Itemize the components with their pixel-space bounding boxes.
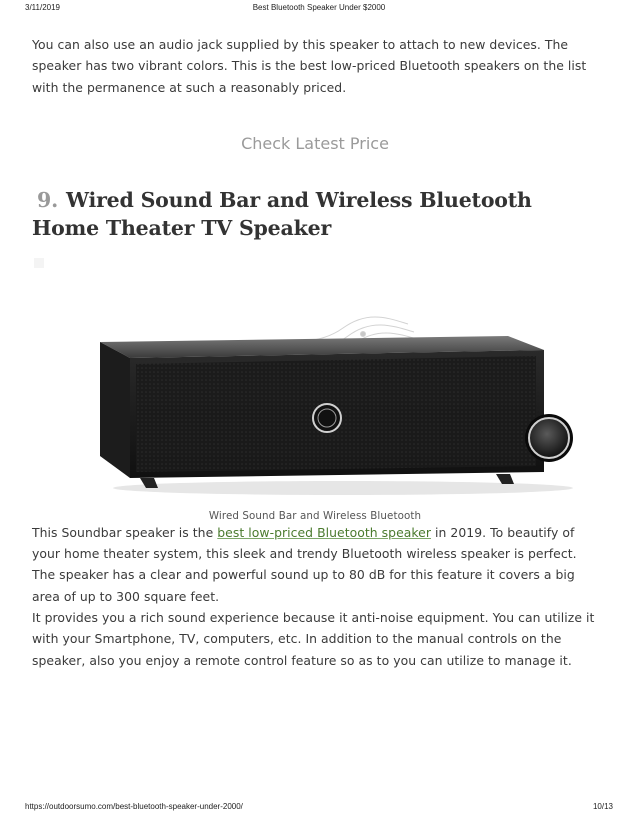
print-url: https://outdoorsumo.com/best-bluetooth-speaker-under-2000/ (25, 802, 243, 811)
section-number: 9. (37, 187, 59, 212)
best-low-priced-bluetooth-speaker-link[interactable]: best low-priced Bluetooth speaker (217, 524, 432, 540)
paragraph-1-end: in 2019. To beautify of your home theater system, this sleek and trendy Bluetooth wireless speaker is perfect. The speaker has a clear and powerful sound up to 80 dB for this feature it covers a big area of up to 300 square feet. (32, 524, 577, 604)
print-header (0, 3, 638, 15)
broken-image-icon (34, 258, 44, 268)
check-latest-price-button[interactable]: Check Latest Price (241, 133, 389, 153)
print-title: Best Bluetooth Speaker Under $2000 (252, 3, 386, 12)
print-date: 3/11/2019 (25, 3, 60, 12)
section-title: Wired Sound Bar and Wireless Bluetooth Home Theater TV Speaker (32, 187, 532, 240)
paragraph-2: It provides you a rich sound experience because it anti-noise equipment. You can utilize it with your Smartphone, TV, computers, etc. In addition to the manual controls on the speaker, also you enjoy a remote control feature so as to you can utilize to manage it. (32, 610, 595, 668)
image-caption: Wired Sound Bar and Wireless Bluetooth (208, 509, 422, 522)
section-heading (32, 186, 598, 242)
paragraph-1-start: This Soundbar speaker is the (32, 524, 218, 540)
page-number: 10/13 (592, 802, 613, 811)
article-content (32, 34, 598, 671)
intro-paragraph: You can also use an audio jack supplied by this speaker to attach to new devices. The speaker has two vibrant colors. This is the best low-priced Bluetooth speakers on the list with the permanence at such a reasonably priced. (32, 37, 587, 95)
print-footer (0, 802, 638, 814)
paragraph-1 (32, 522, 598, 607)
soundbar-speaker-image (88, 306, 588, 498)
